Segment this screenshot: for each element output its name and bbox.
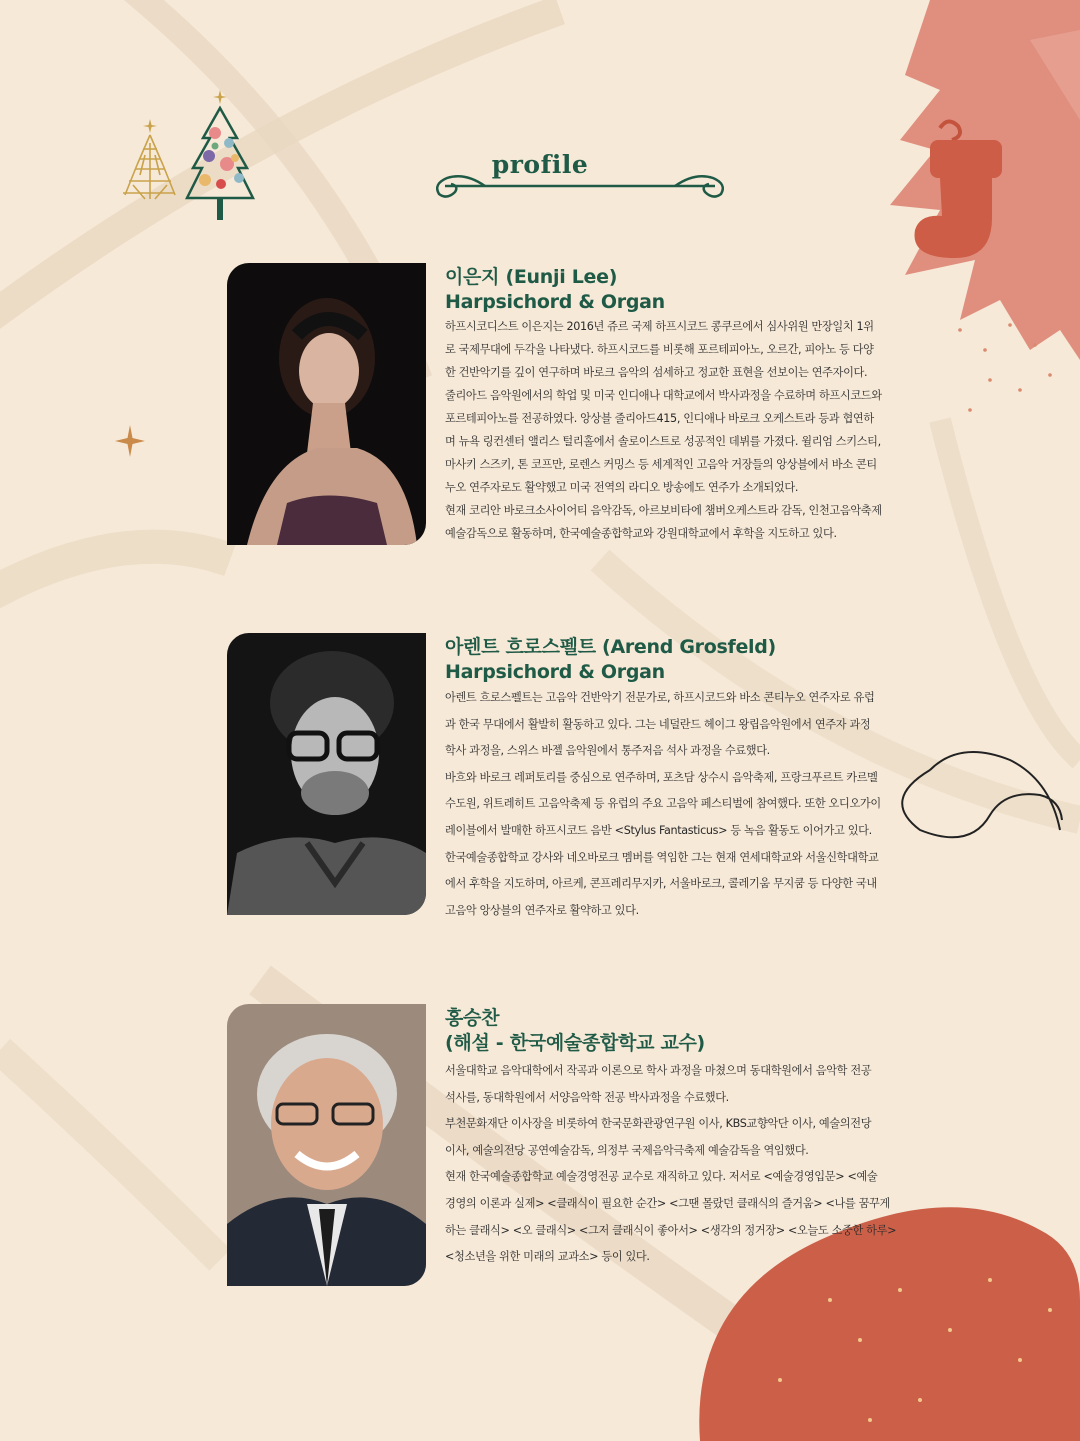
bio-line: 현재 코리안 바로크소사이어티 음악감독, 아르보비타에 챔버오케스트라 감독, 인천고음악축제	[445, 504, 882, 517]
bio-line: 학사 과정을, 스위스 바젤 음악원에서 통주저음 석사 과정을 수료했다.	[445, 744, 770, 758]
bio-line: 과 한국 무대에서 활발히 활동하고 있다. 그는 네덜란드 헤이그 왕립음악원에서 연주자 과정	[445, 717, 871, 731]
performer-name: 아렌트 흐로스펠트 (Arend Grosfeld)	[445, 636, 776, 658]
performer-description	[445, 1058, 937, 1271]
performer-bio-hong-seungchan	[445, 1006, 937, 1271]
bio-line: 포르테피아노를 전공하였다. 앙상블 줄리아드415, 인디애나 바로크 오케스트라 등과 협연하	[445, 412, 874, 425]
performer-role: (해설 - 한국예술종합학교 교수)	[445, 1032, 705, 1054]
performer-name: 이은지 (Eunji Lee)	[445, 266, 618, 288]
bio-line: 하는 클래식> <오 클래식> <그저 클래식이 좋아서> <생각의 정거장> <오늘도 소중한 하루>	[445, 1223, 897, 1237]
bio-line: 석사를, 동대학원에서 서양음악학 전공 박사과정을 수료했다.	[445, 1090, 729, 1104]
performer-bio-arend-grosfeld	[445, 635, 937, 924]
bio-line: 부천문화재단 이사장을 비롯하여 한국문화관광연구원 이사, KBS교향악단 이사, 예술의전당	[445, 1117, 872, 1131]
bio-line: 바흐와 바로크 레퍼토리를 중심으로 연주하며, 포츠담 상수시 음악축제, 프랑크푸르트 카르멜	[445, 770, 878, 784]
bio-line: 하프시코디스트 이은지는 2016년 쥬르 국제 하프시코드 콩쿠르에서 심사위원 만장일치 1위	[445, 320, 874, 333]
page-title: profile	[491, 150, 589, 179]
bio-line: 현재 한국예술종합학교 예술경영전공 교수로 재직하고 있다. 저서로 <예술경영입문> <예술	[445, 1170, 878, 1184]
bio-line: 한국예술종합학교 강사와 네오바로크 멤버를 역임한 그는 현재 연세대학교와 서울신학대학교	[445, 850, 879, 864]
performer-photo-arend-grosfeld	[227, 633, 426, 915]
bio-line: 누오 연주자로도 활약했고 미국 전역의 라디오 방송에도 연주가 소개되었다.	[445, 481, 799, 494]
stocking-icon	[900, 118, 1010, 268]
bio-line: 고음악 앙상블의 연주자로 활약하고 있다.	[445, 903, 639, 917]
bio-line: 로 국제무대에 두각을 나타냈다. 하프시코드를 비롯해 포르테피아노, 오르간, 피아노 등 다양	[445, 343, 874, 356]
bio-line: 이사, 예술의전당 공연예술감독, 의정부 국제음악극축제 예술감독을 역임했다.	[445, 1143, 809, 1157]
performer-role: Harpsichord & Organ	[445, 291, 665, 313]
performer-role: Harpsichord & Organ	[445, 661, 665, 683]
performer-photo-hong-seungchan	[227, 1004, 426, 1286]
star-icon	[115, 425, 145, 457]
bio-line: 경영의 이론과 실제> <클래식이 필요한 순간> <그땐 몰랐던 클래식의 즐거움> <나를 꿈꾸게	[445, 1196, 890, 1210]
bio-line: 아렌트 흐로스펠트는 고음악 건반악기 전문가로, 하프시코드와 바소 콘티누오 연주자로 유럽	[445, 691, 875, 704]
performer-name: 홍승찬	[445, 1007, 500, 1029]
bio-line: 한 건반악기를 깊이 연구하며 바로크 음악의 섬세하고 정교한 표현을 선보이는 연주자이다.	[445, 366, 868, 379]
bio-line: 레이블에서 발매한 하프시코드 음반 <Stylus Fantasticus> 등 녹음 활동도 이어가고 있다.	[445, 823, 872, 837]
bio-line: 에서 후학을 지도하며, 아르케, 콘프레리무지카, 서울바로크, 콜레기움 무지쿰 등 다양한 국내	[445, 877, 877, 891]
bio-line: 줄리아드 음악원에서의 학업 및 미국 인디애나 대학교에서 박사과정을 수료하며 하프시코드와	[445, 389, 882, 402]
title-flourish	[425, 168, 735, 202]
bio-line: 서울대학교 음악대학에서 작곡과 이론으로 학사 과정을 마쳤으며 동대학원에서 음악학 전공	[445, 1064, 872, 1077]
performer-photo-eunji-lee	[227, 263, 426, 545]
performer-description	[445, 315, 937, 545]
bio-line: 마사키 스즈키, 톤 코프만, 로렌스 커밍스 등 세계적인 고음악 거장들의 앙상블에서 바소 콘티	[445, 458, 877, 471]
performer-description	[445, 685, 937, 924]
bio-line: 예술감독으로 활동하며, 한국예술종합학교와 강원대학교에서 후학을 지도하고 있다.	[445, 527, 837, 540]
bio-line: 수도원, 위트레히트 고음악축제 등 유럽의 주요 고음악 페스티벌에 참여했다. 또한 오디오가이	[445, 797, 881, 811]
bio-line: <청소년을 위한 미래의 교과소> 등이 있다.	[445, 1250, 650, 1264]
bio-line: 며 뉴욕 링컨센터 앨리스 털리홀에서 솔로이스트로 성공적인 데뷔를 가졌다. 윌리엄 스키스티,	[445, 435, 881, 448]
performer-bio-eunji-lee	[445, 265, 937, 545]
